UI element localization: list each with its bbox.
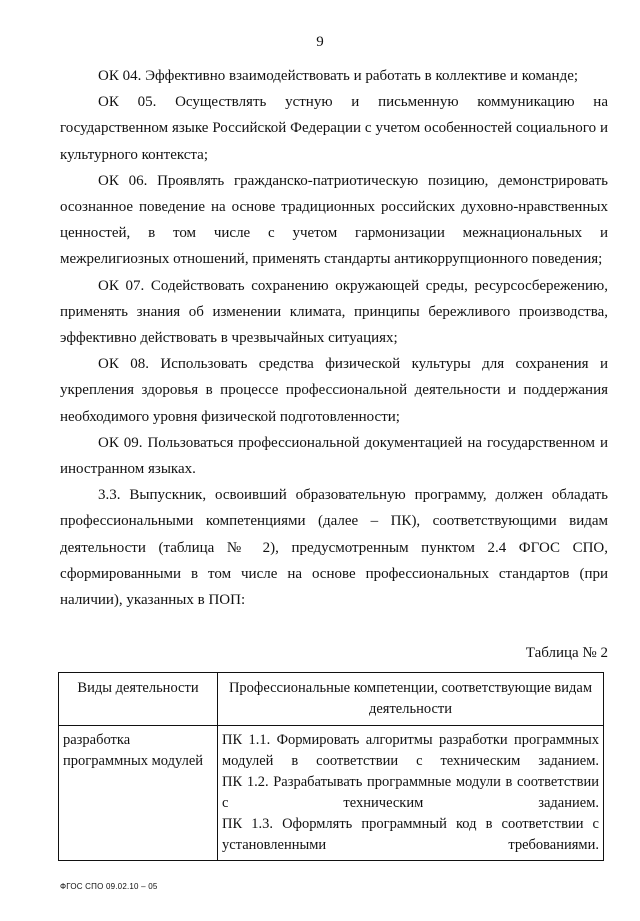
competencies-cell	[218, 726, 604, 861]
table-row	[59, 726, 604, 861]
page-number: 9	[316, 34, 324, 50]
table-header-row	[59, 673, 604, 726]
header-activity: Виды деятельности	[59, 673, 218, 726]
paragraph-ok09: ОК 09. Пользоваться профессиональной документацией на государственном и иностранном языках.	[60, 434, 608, 478]
paragraph-ok08: ОК 08. Использовать средства физической культуры для сохранения и укрепления здоровья в процессе профессиональной деятельности и поддержания необходимого уровня физической подготовленности;	[60, 356, 608, 425]
pk-1-1: ПК 1.1. Формировать алгоритмы разработки программных модулей в соответствии с техническим заданием.	[222, 732, 599, 769]
competencies-table	[58, 672, 604, 861]
document-body	[60, 63, 608, 613]
paragraph-ok04: ОК 04. Эффективно взаимодействовать и работать в коллективе и команде;	[98, 68, 579, 84]
paragraph-ok06: ОК 06. Проявлять гражданско-патриотическую позицию, демонстрировать осознанное поведение на основе традиционных российских духовно-нравственных ценностей, в том числе с учетом гармонизации межнациональных и межрелигиозных отношений, применять стандарты антикоррупционного поведения;	[60, 172, 608, 268]
header-competencies: Профессиональные компетенции, соответствующие видам деятельности	[218, 673, 604, 726]
paragraph-ok05: ОК 05. Осуществлять устную и письменную коммуникацию на государственном языке Российской Федерации с учетом особенностей социального и культурного контекста;	[60, 94, 608, 163]
paragraph-ok07: ОК 07. Содействовать сохранению окружающей среды, ресурсосбережению, применять знания об изменении климата, принципы бережливого производства, эффективно действовать в чрезвычайных ситуациях;	[60, 277, 608, 347]
paragraph-3-3: 3.3. Выпускник, освоивший образовательную программу, должен обладать профессиональными компетенциями (далее – ПК), соответствующими видам деятельности (таблица № 2), предусмотренным пунктом 2.4 ФГОС СПО, сформированными в том числе на основе профессиональных стандартов (при наличии), указанных в ПОП:	[60, 487, 608, 609]
activity-cell: разработка программных модулей	[59, 726, 218, 861]
table-caption: Таблица № 2	[525, 645, 608, 661]
document-footer: ФГОС СПО 09.02.10 – 05	[60, 882, 158, 891]
pk-1-3: ПК 1.3. Оформлять программный код в соответствии с установленными требованиями.	[222, 816, 599, 853]
pk-1-2: ПК 1.2. Разрабатывать программные модули в соответствии с техническим заданием.	[222, 774, 599, 811]
